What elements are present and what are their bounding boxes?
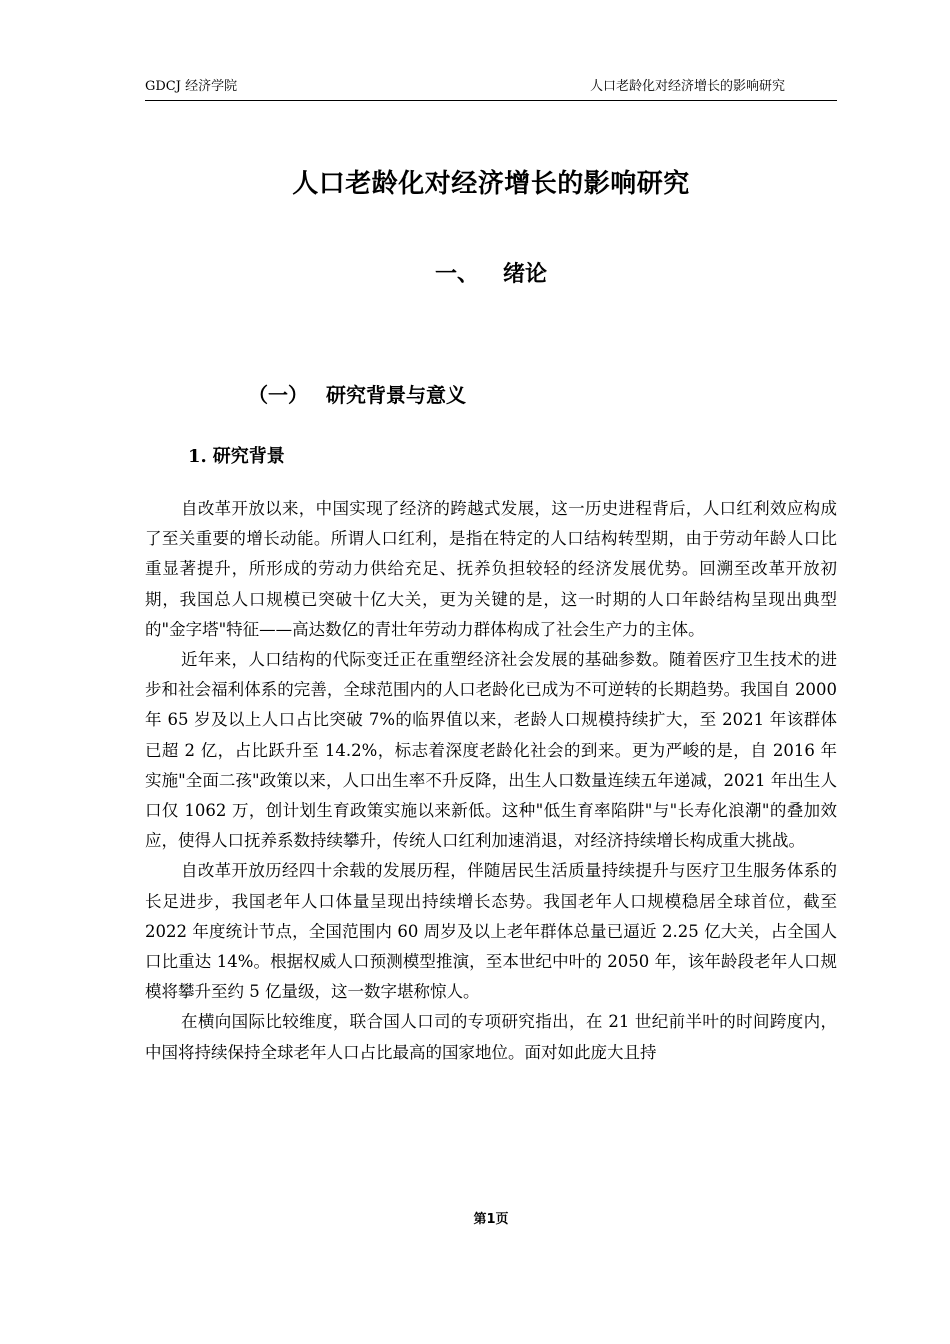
header-running-title: 人口老龄化对经济增长的影响研究 [589,79,785,94]
paragraph: 自改革开放历经四十余载的发展历程，伴随居民生活质量持续提升与医疗卫生服务体系的长足进步，我国老年人口体量呈现出持续增长态势。我国老年人口规模稳居全球首位，截至 2022 年度统计节点，全国范围内 60 周岁及以上老年群体总量已逼近 2.25 亿大关，占全国人口比重达 14%。根据权威人口预测模型推演，至本世纪中叶的 2050 年，该年龄段老年人口规模将攀升至约 5 亿量级，这一数字堪称惊人。 [145,861,837,1002]
header-institution: GDCJ 经济学院 [145,79,238,94]
body-text [145,494,837,1068]
section-number: 一、 [434,262,479,287]
paragraph: 在横向国际比较维度，联合国人口司的专项研究指出，在 21 世纪前半叶的时间跨度内，中国将持续保持全球老年人口占比最高的国家地位。面对如此庞大且持 [145,1012,837,1062]
subsection-number: （一） [248,383,308,407]
subsubsection-title: 研究背景 [212,446,285,467]
section-heading [145,259,837,291]
subsection-heading [248,380,466,410]
subsubsection-heading [188,443,285,471]
document-title: 人口老龄化对经济增长的影响研究 [292,169,690,199]
page-header [145,78,837,101]
paragraph: 近年来，人口结构的代际变迁正在重塑经济社会发展的基础参数。随着医疗卫生技术的进步和社会福利体系的完善，全球范围内的人口老龄化已成为不可逆转的长期趋势。我国自 2000 年 65 岁及以上人口占比突破 7%的临界值以来，老龄人口规模持续扩大，至 2021 年该群体已超 2 亿，占比跃升至 14.2%，标志着深度老龄化社会的到来。更为严峻的是，自 2016 年实施"全面二孩"政策以来，人口出生率不升反降，出生人口数量连续五年递减，2021 年出生人口仅 1062 万，创计划生育政策实施以来新低。这种"低生育率陷阱"与"长寿化浪潮"的叠加效应，使得人口抚养系数持续攀升，传统人口红利加速消退，对经济持续增长构成重大挑战。 [145,650,837,851]
subsubsection-number: 1. [188,446,207,467]
subsection-title: 研究背景与意义 [326,383,466,407]
page-number: 第1页 [473,1212,509,1227]
paragraph: 自改革开放以来，中国实现了经济的跨越式发展，这一历史进程背后，人口红利效应构成了至关重要的增长动能。所谓人口红利，是指在特定的人口结构转型期，由于劳动年龄人口比重显著提升，所形成的劳动力供给充足、抚养负担较轻的经济发展优势。回溯至改革开放初期，我国总人口规模已突破十亿大关，更为关键的是，这一时期的人口年龄结构呈现出典型的"金字塔"特征——高达数亿的青壮年劳动力群体构成了社会生产力的主体。 [145,499,837,639]
section-title: 绪论 [503,262,548,287]
